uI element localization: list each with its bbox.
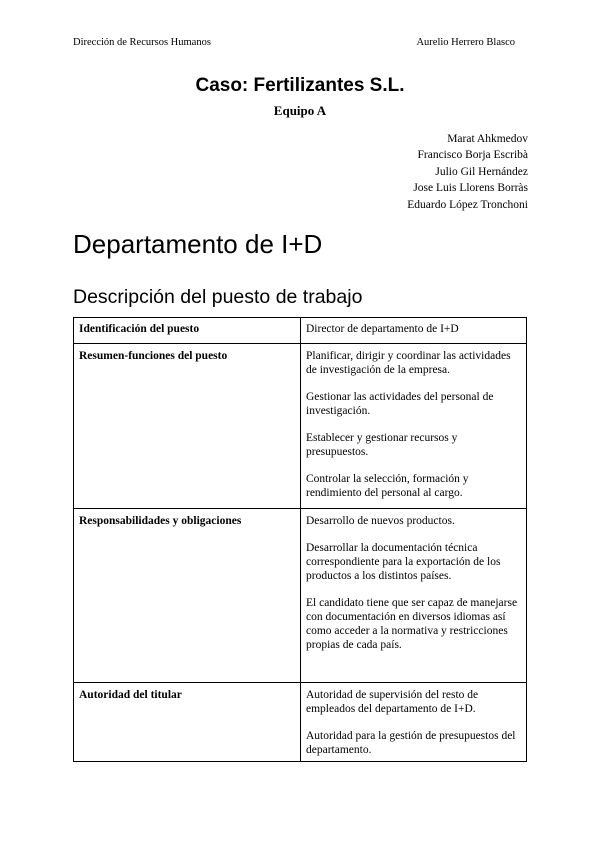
- document-title: Caso: Fertilizantes S.L.: [195, 75, 405, 96]
- value-paragraph: Autoridad de supervisión del resto de empleados del departamento de I+D.: [306, 689, 479, 715]
- table-row: [74, 344, 527, 509]
- row-value: [301, 344, 527, 509]
- value-paragraph: Director de departamento de I+D: [306, 323, 459, 335]
- value-paragraph: Desarrollo de nuevos productos.: [306, 515, 455, 527]
- value-paragraph: Establecer y gestionar recursos y presupuestos.: [306, 432, 458, 458]
- author-list: [407, 131, 528, 213]
- row-label: Resumen-funciones del puesto: [74, 344, 301, 509]
- row-value: [301, 683, 527, 762]
- row-value: [301, 509, 527, 683]
- row-label: Identificación del puesto: [74, 318, 301, 344]
- table-row: [74, 318, 527, 344]
- value-paragraph: Autoridad para la gestión de presupuestos del departamento.: [306, 730, 516, 756]
- author-name: Marat Ahkmedov: [447, 133, 528, 145]
- value-paragraph: Planificar, dirigir y coordinar las actividades de investigación de la empresa.: [306, 350, 511, 376]
- value-paragraph: El candidato tiene que ser capaz de manejarse con documentación en diversos idiomas así como acceder a la normativa y restricciones propias de cada país.: [306, 597, 518, 651]
- page-header: [73, 37, 515, 51]
- value-paragraph: Controlar la selección, formación y rendimiento del personal al cargo.: [306, 473, 469, 499]
- value-paragraph: Desarrollar la documentación técnica correspondiente para la exportación de los productos a los distintos países.: [306, 542, 501, 582]
- job-description-table: [73, 317, 527, 762]
- row-label: Responsabilidades y obligaciones: [74, 509, 301, 683]
- table-row: [74, 509, 527, 683]
- subsection-heading: Descripción del puesto de trabajo: [73, 286, 363, 308]
- author-name: Jose Luis Llorens Borràs: [413, 182, 528, 195]
- row-label: Autoridad del titular: [74, 683, 301, 762]
- header-author: Aurelio Herrero Blasco: [416, 37, 515, 48]
- author-name: Eduardo López Tronchoni: [407, 198, 528, 211]
- value-paragraph: Gestionar las actividades del personal de investigación.: [306, 391, 494, 417]
- author-name: Francisco Borja Escribà: [417, 149, 528, 162]
- row-value: [301, 318, 527, 344]
- document-subtitle: Equipo A: [273, 103, 327, 118]
- author-name: Julio Gil Hernández: [435, 165, 528, 178]
- table-row: [74, 683, 527, 762]
- section-heading: Departamento de I+D: [73, 229, 323, 259]
- header-department: Dirección de Recursos Humanos: [73, 37, 211, 48]
